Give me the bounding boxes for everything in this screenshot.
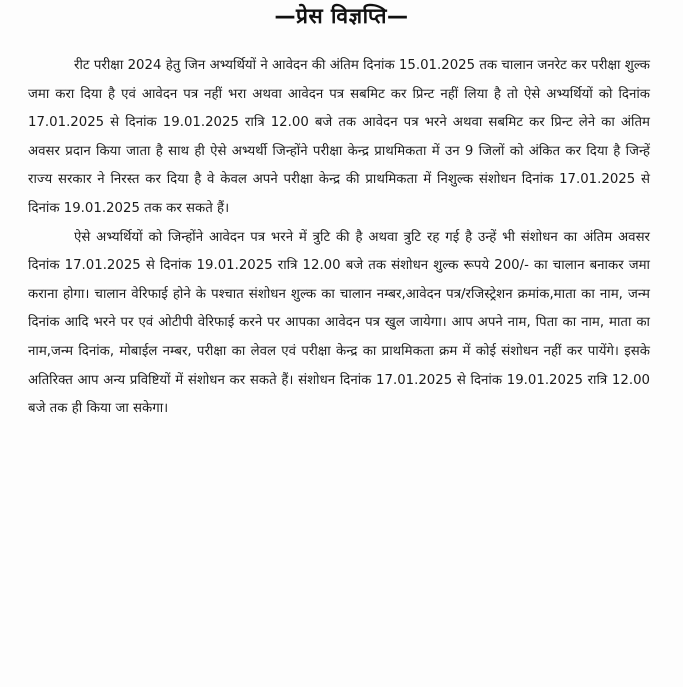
- page-title: —प्रेस विज्ञप्ति—: [274, 4, 409, 28]
- paragraph-1: रीट परीक्षा 2024 हेतु जिन अभ्यर्थियों ने आवेदन की अंतिम दिनांक 15.01.2025 तक चालान जनरेट कर परीक्षा शुल्क जमा करा दिया है एवं आवेदन पत्र नहीं भरा अथवा आवेदन पत्र सबमिट कर प्रिन्ट नहीं लिया है तो ऐसे अभ्यर्थियों को दिनांक 17.01.2025 से दिनांक 19.01.2025 रात्रि 12.00 बजे तक आवेदन पत्र भरने अथवा सबमिट कर प्रिन्ट लेने का अंतिम अवसर प्रदान किया जाता है साथ ही ऐसे अभ्यर्थी जिन्होंने परीक्षा केन्द्र प्राथमिकता में उन 9 जिलों को अंकित कर दिया है जिन्हें राज्य सरकार ने निरस्त कर दिया है वे केवल अपने परीक्षा केन्द्र की प्राथमिकता में निशुल्क संशोधन दिनांक 17.01.2025 से दिनांक 19.01.2025 तक कर सकते हैं।: [28, 58, 650, 216]
- paragraph-2: ऐसे अभ्यर्थियों को जिन्होंने आवेदन पत्र भरने में त्रुटि की है अथवा त्रुटि रह गई है उन्हें भी संशोधन का अंतिम अवसर दिनांक 17.01.2025 से दिनांक 19.01.2025 रात्रि 12.00 बजे तक संशोधन शुल्क रूपये 200/- का चालान बनाकर जमा कराना होगा। चालान वेरिफाई होने के पश्चात संशोधन शुल्क का चालान नम्बर,आवेदन पत्र/रजिस्ट्रेशन क्रमांक,माता का नाम, जन्म दिनांक आदि भरने पर एवं ओटीपी वेरिफाई करने पर आपका आवेदन पत्र खुल जायेगा। आप अपने नाम, पिता का नाम, माता का नाम,जन्म दिनांक, मोबाईल नम्बर, परीक्षा का लेवल एवं परीक्षा केन्द्र का प्राथमिकता क्रम में कोई संशोधन नहीं कर पायेंगे। इसके अतिरिक्त आप अन्य प्रविष्टियों में संशोधन कर सकते हैं। संशोधन दिनांक 17.01.2025 से दिनांक 19.01.2025 रात्रि 12.00 बजे तक ही किया जा सकेगा।: [28, 229, 650, 417]
- press-release-body: [28, 52, 650, 424]
